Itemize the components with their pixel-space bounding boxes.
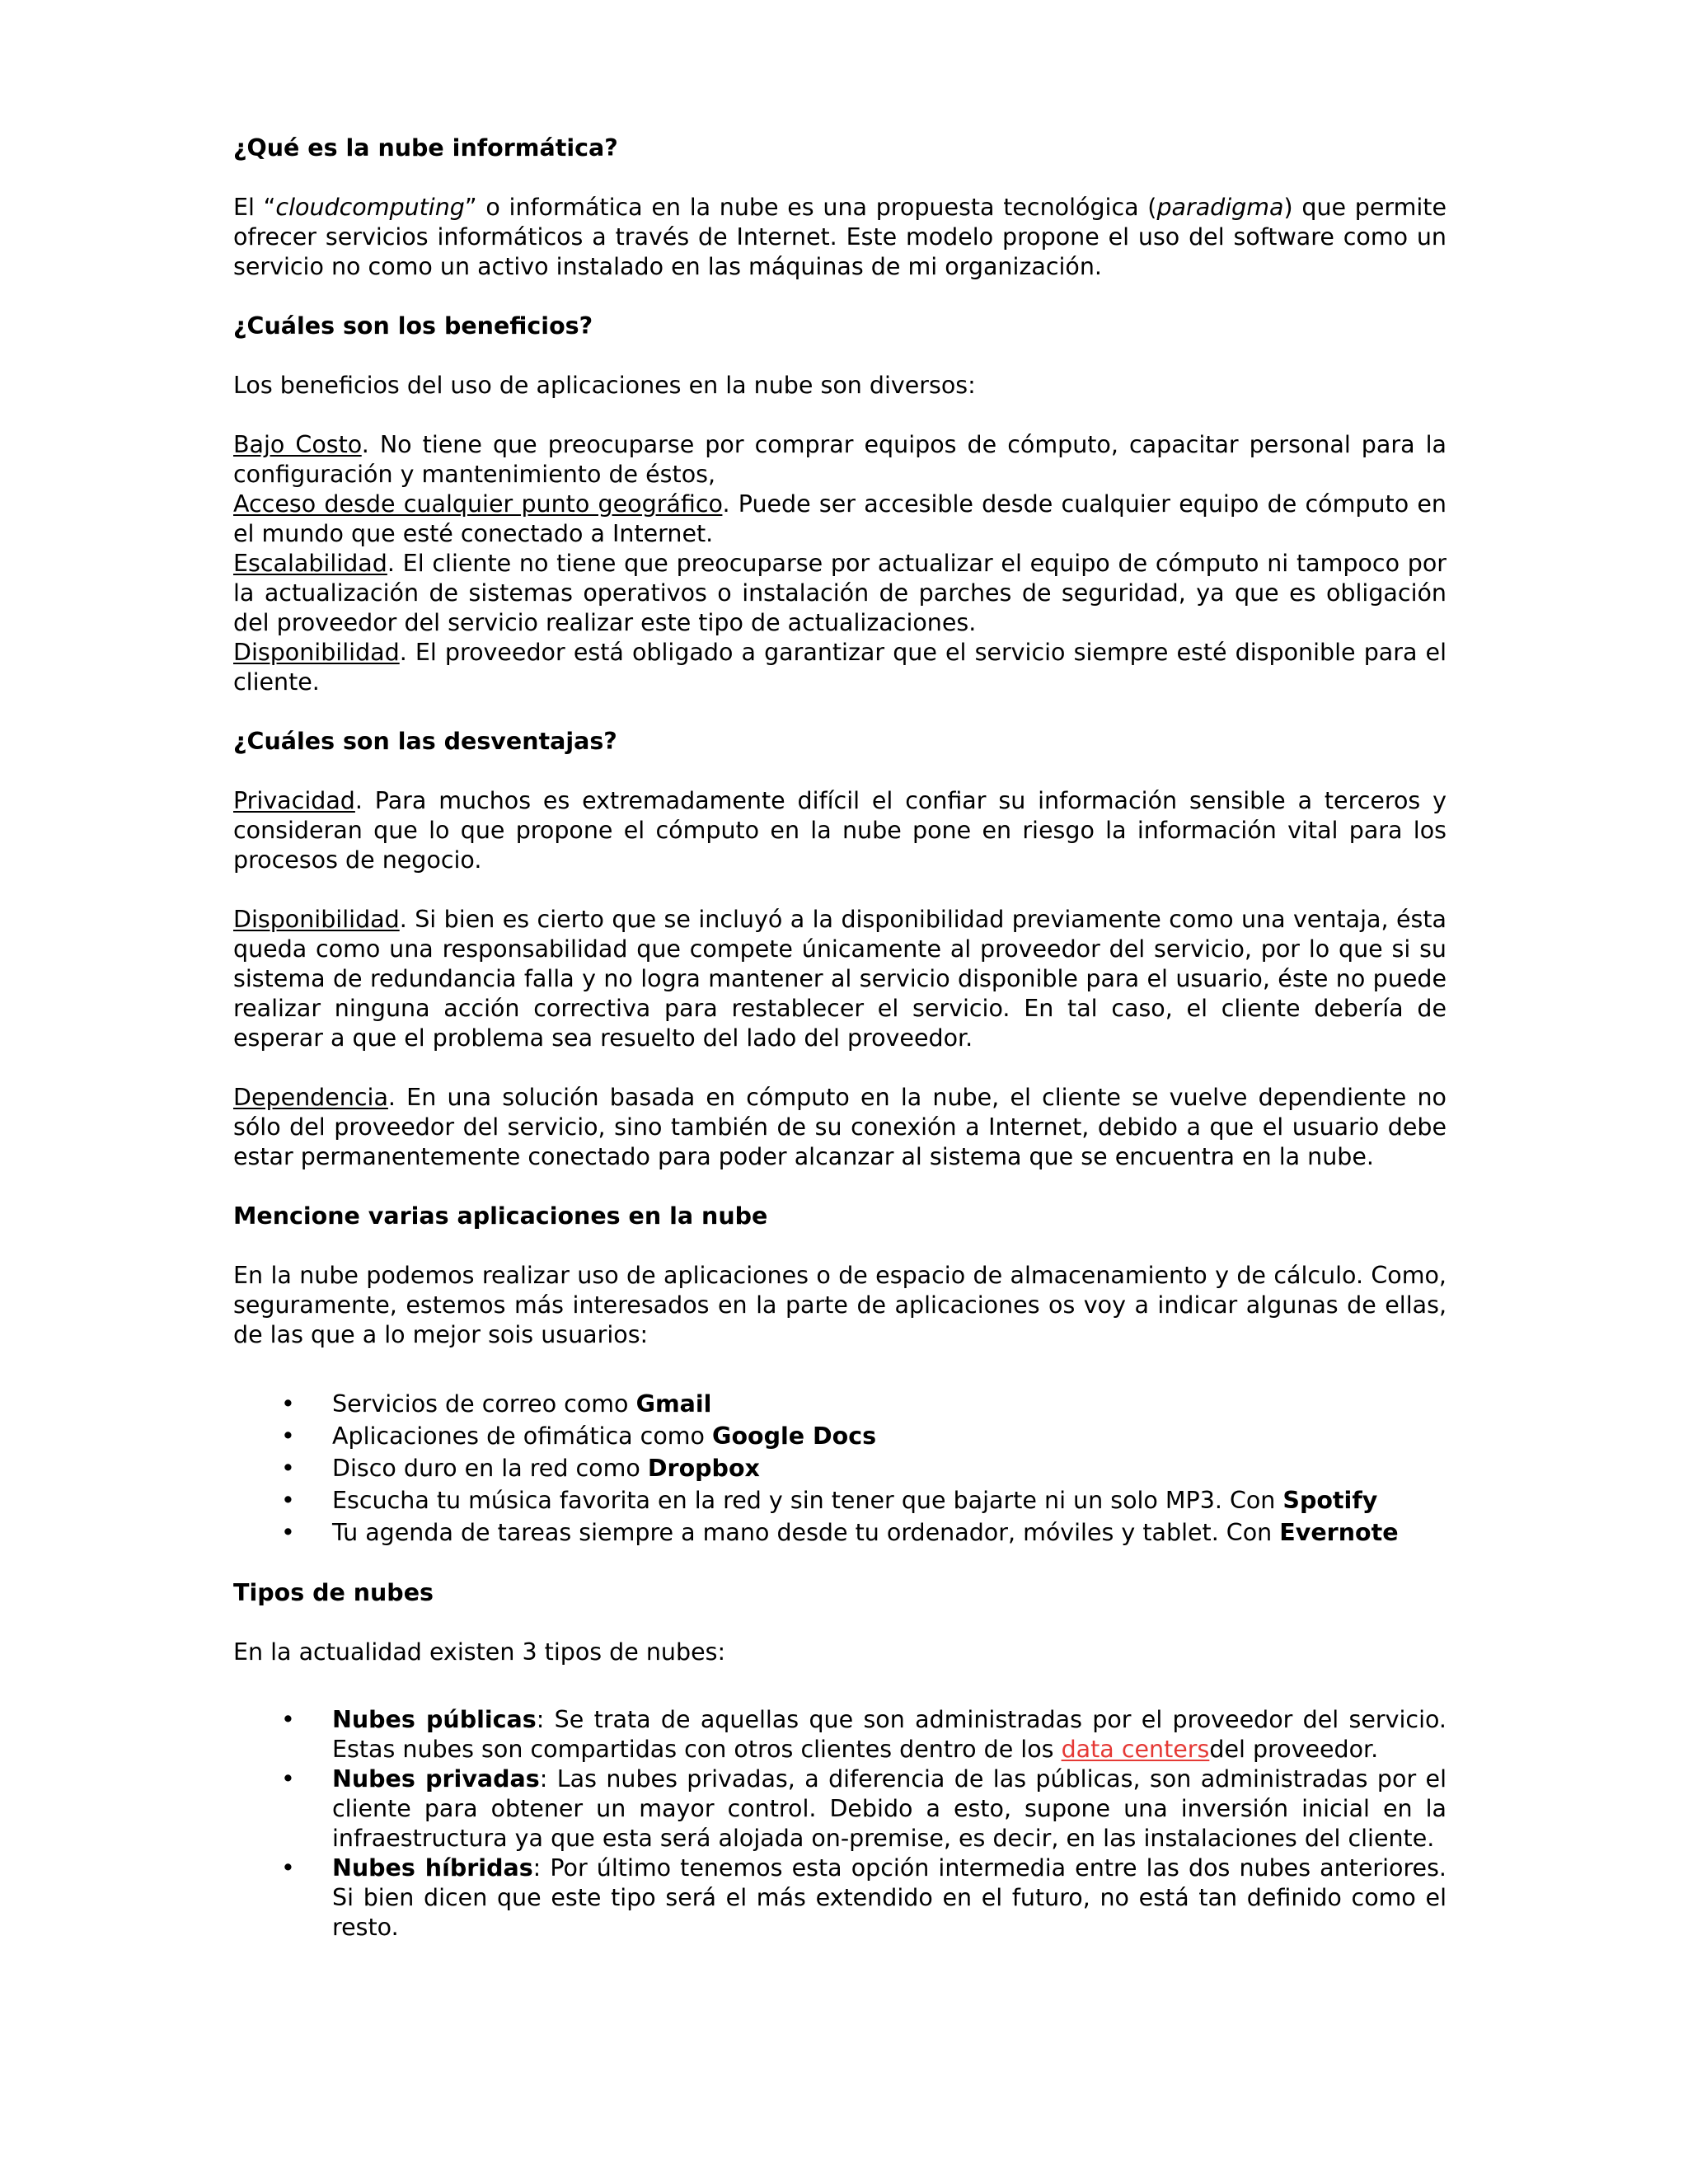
app-name: Spotify: [1282, 1487, 1378, 1514]
list-item-public-cloud: [233, 1705, 1447, 1765]
cloud-type-term: Nubes públicas: [332, 1706, 537, 1733]
list-item-private-cloud: [233, 1765, 1447, 1854]
benefit-text: . El cliente no tiene que preocuparse por actualizar el equipo de cómputo ni tampoco por la actualización de sistemas operativos o instalación de parches de seguridad, ya que es obligación del proveedor del servicio realizar este tipo de actualizaciones.: [233, 550, 1447, 636]
benefit-item: [233, 430, 1447, 490]
text-run: ” o informática en la nube es una propuesta tecnológica (: [464, 194, 1157, 221]
disadvantage-text: . Si bien es cierto que se incluyó a la disponibilidad previamente como una ventaja, ésta queda como una responsabilidad que compete únicamente al proveedor del servicio, por lo que si su sistema de redundancia falla y no logra mantener al servicio disponible para el usuario, éste no puede realizar ninguna acción correctiva para restablecer el servicio. En tal caso, el cliente debería de esperar a que el problema sea resuelto del lado del proveedor.: [233, 906, 1447, 1052]
bullet-icon: •: [281, 1390, 295, 1418]
text-run: El “: [233, 194, 276, 221]
bullet-icon: •: [281, 1519, 295, 1546]
bullet-icon: •: [281, 1422, 295, 1450]
cloud-type-text: : Por último tenemos esta opción intermedia entre las dos nubes anteriores. Si bien dicen que este tipo será el más extendido en el futuro, no está tan definido como el resto.: [332, 1854, 1447, 1941]
heading-desventajas: ¿Cuáles son las desventajas?: [233, 728, 617, 755]
disadvantage-item: [233, 1083, 1447, 1172]
benefit-term: Escalabilidad: [233, 550, 387, 577]
list-item: [233, 1516, 1447, 1549]
list-item: [233, 1420, 1447, 1452]
cloud-types-list: [233, 1705, 1447, 1943]
cloud-type-text: : Las nubes privadas, a diferencia de las públicas, son administradas por el cliente para obtener un mayor control. Debido a esto, supone una inversión inicial en la infraestructura ya que esta será alojada on-premise, es decir, en las instalaciones del cliente.: [332, 1765, 1447, 1852]
bullet-icon: •: [281, 1765, 295, 1793]
term-paradigma: paradigma: [1156, 194, 1284, 221]
disadvantage-item: [233, 786, 1447, 875]
app-text: Tu agenda de tareas siempre a mano desde tu ordenador, móviles y tablet. Con: [332, 1519, 1280, 1546]
benefit-term: Disponibilidad: [233, 639, 400, 666]
heading-tipos-de-nubes: Tipos de nubes: [233, 1579, 434, 1606]
cloud-type-term: Nubes híbridas: [332, 1854, 533, 1882]
benefit-item: [233, 490, 1447, 549]
disadvantage-term: Dependencia: [233, 1084, 388, 1111]
bullet-icon: •: [281, 1706, 295, 1733]
cloud-type-text: : Se trata de aquellas que son administradas por el proveedor del servicio. Estas nubes son compartidas con otros clientes dentro de los: [332, 1706, 1447, 1763]
cloud-type-text: del proveedor.: [1209, 1736, 1379, 1763]
app-name: Dropbox: [647, 1455, 760, 1482]
heading-beneficios: ¿Cuáles son los beneficios?: [233, 312, 593, 340]
list-item: [233, 1452, 1447, 1484]
bullet-icon: •: [281, 1854, 295, 1882]
app-text: Servicios de correo como: [332, 1390, 636, 1418]
benefit-term: Acceso desde cualquier punto geográfico: [233, 490, 723, 518]
text-run: ) que permite ofrecer servicios informáticos a través de Internet. Este modelo propone el uso del software como un servicio no como un activo instalado en las máquinas de mi organización.: [233, 194, 1447, 280]
bullet-icon: •: [281, 1455, 295, 1482]
app-text: Disco duro en la red como: [332, 1455, 648, 1482]
benefit-term: Bajo Costo: [233, 431, 362, 458]
disadvantage-text: . Para muchos es extremadamente difícil el confiar su información sensible a terceros y consideran que lo que propone el cómputo en la nube pone en riesgo la información vital para los procesos de negocio.: [233, 787, 1447, 874]
app-name: Google Docs: [712, 1422, 877, 1450]
document-body: [233, 134, 1447, 1972]
heading-aplicaciones: Mencione varias aplicaciones en la nube: [233, 1202, 768, 1230]
disadvantage-term: Privacidad: [233, 787, 355, 814]
apps-list: [233, 1388, 1447, 1549]
list-item: [233, 1388, 1447, 1420]
disadvantage-term: Disponibilidad: [233, 906, 400, 933]
app-name: Evernote: [1279, 1519, 1399, 1546]
heading-que-es-la-nube: ¿Qué es la nube informática?: [233, 134, 618, 162]
disadvantage-text: . En una solución basada en cómputo en la nube, el cliente se vuelve dependiente no sólo del proveedor del servicio, sino también de su conexión a Internet, debido a que el usuario debe estar permanentemente conectado para poder alcanzar al sistema que se encuentra en la nube.: [233, 1084, 1447, 1170]
data-centers-link[interactable]: data centers: [1061, 1736, 1210, 1763]
list-item-hybrid-cloud: [233, 1854, 1447, 1943]
benefit-text: . Puede ser accesible desde cualquier equipo de cómputo en el mundo que esté conectado a Internet.: [233, 490, 1447, 547]
app-text: Aplicaciones de ofimática como: [332, 1422, 713, 1450]
paragraph-beneficios-intro: Los beneficios del uso de aplicaciones en la nube son diversos:: [233, 372, 976, 399]
benefit-item: [233, 638, 1447, 697]
benefit-item: [233, 549, 1447, 638]
app-name: Gmail: [635, 1390, 712, 1418]
benefit-text: . No tiene que preocuparse por comprar equipos de cómputo, capacitar personal para la configuración y mantenimiento de éstos,: [233, 431, 1447, 488]
paragraph-definition: [233, 193, 1447, 282]
list-item: [233, 1484, 1447, 1516]
benefit-text: . El proveedor está obligado a garantizar que el servicio siempre esté disponible para el cliente.: [233, 639, 1447, 696]
term-cloudcomputing: cloudcomputing: [275, 194, 465, 221]
paragraph-aplicaciones-intro: En la nube podemos realizar uso de aplicaciones o de espacio de almacenamiento y de cálculo. Como, seguramente, estemos más interesados en la parte de aplicaciones os voy a indicar algunas de ellas, de las que a lo mejor sois usuarios:: [233, 1262, 1447, 1348]
bullet-icon: •: [281, 1487, 295, 1514]
cloud-type-term: Nubes privadas: [332, 1765, 540, 1793]
paragraph-tipos-intro: En la actualidad existen 3 tipos de nubes:: [233, 1638, 726, 1666]
app-text: Escucha tu música favorita en la red y sin tener que bajarte ni un solo MP3. Con: [332, 1487, 1283, 1514]
disadvantage-item: [233, 905, 1447, 1053]
